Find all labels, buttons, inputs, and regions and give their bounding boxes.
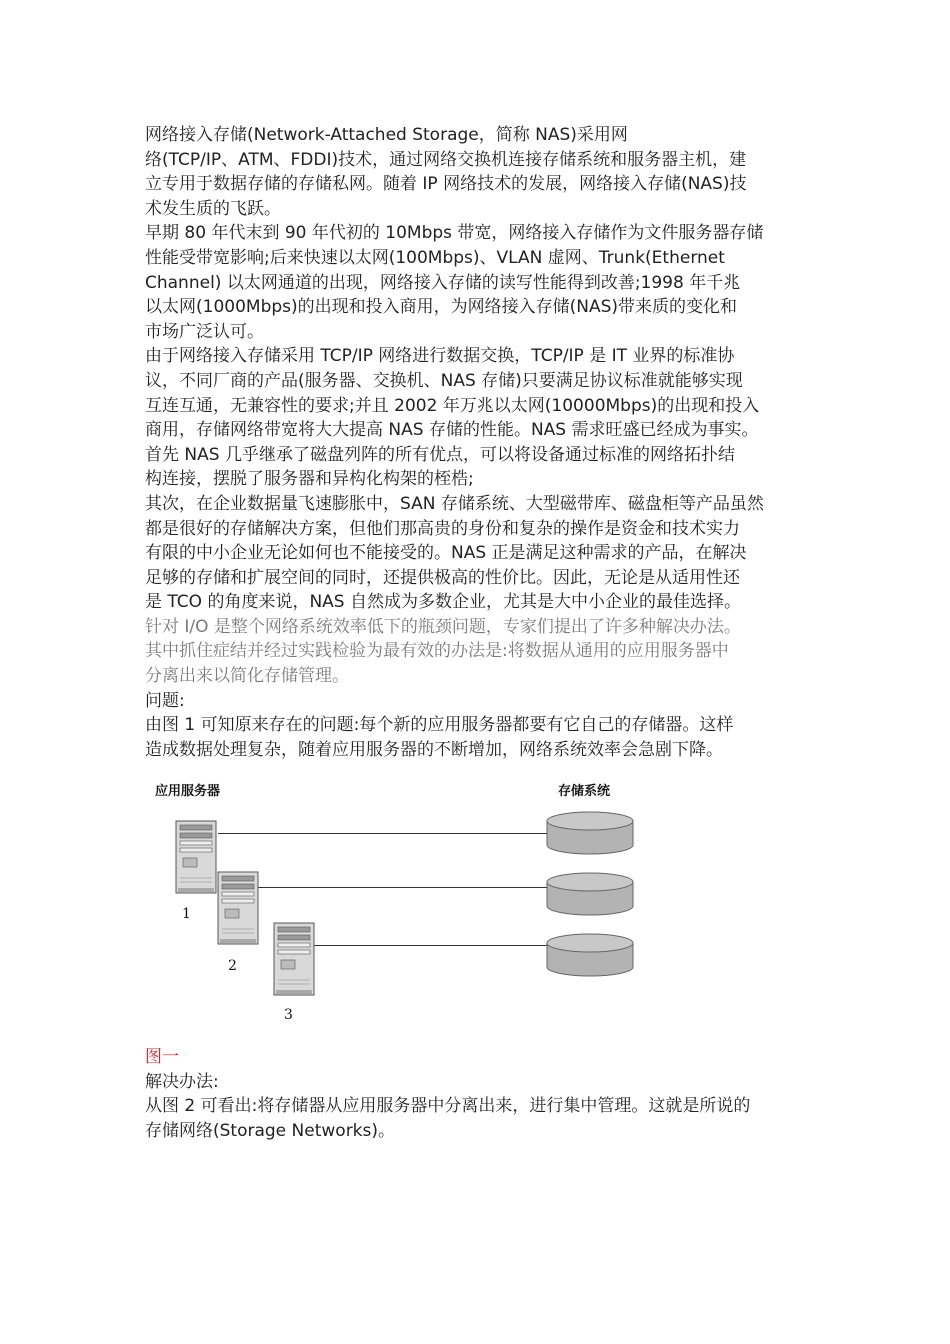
text-line: 议，不同厂商的产品(服务器、交换机、NAS 存储)只要满足协议标准就能够实现 <box>145 370 743 391</box>
storage-disk-1-icon <box>546 811 634 855</box>
storage-disk-2-icon <box>546 872 634 916</box>
text-line: 都是很好的存储解决方案，但他们那高贵的身份和复杂的操作是资金和技术实力 <box>145 518 740 539</box>
text-line: 存储网络(Storage Networks)。 <box>145 1120 396 1141</box>
text-line: 商用，存储网络带宽将大大提高 NAS 存储的性能。NAS 需求旺盛已经成为事实。 <box>145 420 759 441</box>
after-figure-text <box>145 1045 815 1143</box>
figure-1-diagram <box>145 775 665 1030</box>
heading-problem <box>145 689 815 714</box>
storage-disk-3-icon <box>546 933 634 977</box>
text-line: 构连接，摆脱了服务器和异构化构架的桎梏; <box>145 469 474 490</box>
text-line: 性能受带宽影响;后来快速以太网(100Mbps)、VLAN 虚网、Trunk(Ethernet <box>145 247 725 268</box>
text-line: 术发生质的飞跃。 <box>145 198 281 219</box>
text-line: 针对 I/O 是整个网络系统效率低下的瓶颈问题，专家们提出了许多种解决办法。 <box>145 616 741 637</box>
text-line: 早期 80 年代末到 90 年代初的 10Mbps 带宽，网络接入存储作为文件服务器存储 <box>145 223 764 244</box>
text-line: 市场广泛认可。 <box>145 321 264 342</box>
server-number-2: 2 <box>228 958 237 974</box>
paragraph-second <box>145 492 815 615</box>
text-line: Channel) 以太网通道的出现，网络接入存储的读写性能得到改善;1998 年千兆 <box>145 272 741 293</box>
text-line: 首先 NAS 几乎继承了磁盘列阵的所有优点，可以将设备通过标准的网络拓扑结 <box>145 444 735 465</box>
text-line: 足够的存储和扩展空间的同时，还提供极高的性价比。因此，无论是从适用性还 <box>145 567 740 588</box>
text-line: 由于网络接入存储采用 TCP/IP 网络进行数据交换，TCP/IP 是 IT 业界的标准协 <box>145 346 735 367</box>
text-line: 由图 1 可知原来存在的问题:每个新的应用服务器都要有它自己的存储器。这样 <box>145 715 734 736</box>
body-text <box>145 123 815 762</box>
server-number-1: 1 <box>182 906 191 922</box>
paragraph-first <box>145 443 815 492</box>
connection-line-1 <box>218 833 548 834</box>
text-line: 互连互通，无兼容性的要求;并且 2002 年万兆以太网(10000Mbps)的出现和投入 <box>145 395 760 416</box>
server-number-3: 3 <box>284 1007 293 1023</box>
heading-solution: 解决办法: <box>145 1071 219 1092</box>
label-storage-system: 存储系统 <box>558 784 611 799</box>
text-line: 其次，在企业数据量飞速膨胀中，SAN 存储系统、大型磁带库、磁盘柜等产品虽然 <box>145 493 764 514</box>
text-line: 从图 2 可看出:将存储器从应用服务器中分离出来，进行集中管理。这就是所说的 <box>145 1096 751 1117</box>
text-line: 网络接入存储(Network-Attached Storage，简称 NAS)采用网 <box>145 125 628 145</box>
text-line: 其中抓住症结并经过实践检验为最有效的办法是:将数据从通用的应用服务器中 <box>145 641 729 662</box>
figure-caption: 图一 <box>145 1047 179 1067</box>
server-2-icon <box>216 871 260 945</box>
text-line: 有限的中小企业无论如何也不能接受的。NAS 正是满足这种需求的产品，在解决 <box>145 543 747 564</box>
paragraph-problem <box>145 713 815 762</box>
server-1-icon <box>174 820 218 894</box>
label-app-servers: 应用服务器 <box>155 784 221 799</box>
paragraph-io-bottleneck <box>145 615 815 689</box>
text-line: 分离出来以简化存储管理。 <box>145 666 349 687</box>
server-3-icon <box>272 922 316 996</box>
text-line: 问题: <box>145 690 185 711</box>
connection-line-2 <box>223 887 548 888</box>
text-line: 络(TCP/IP、ATM、FDDI)技术，通过网络交换机连接存储系统和服务器主机，建 <box>145 149 747 170</box>
text-line: 立专用于数据存储的存储私网。随着 IP 网络技术的发展，网络接入存储(NAS)技 <box>145 174 747 195</box>
text-line: 是 TCO 的角度来说，NAS 自然成为多数企业，尤其是大中小企业的最佳选择。 <box>145 592 741 613</box>
paragraph-nas-intro <box>145 123 815 221</box>
paragraph-tcpip <box>145 344 815 442</box>
text-line: 造成数据处理复杂，随着应用服务器的不断增加，网络系统效率会急剧下降。 <box>145 739 723 760</box>
paragraph-history <box>145 221 815 344</box>
text-line: 以太网(1000Mbps)的出现和投入商用，为网络接入存储(NAS)带来质的变化和 <box>145 297 738 318</box>
